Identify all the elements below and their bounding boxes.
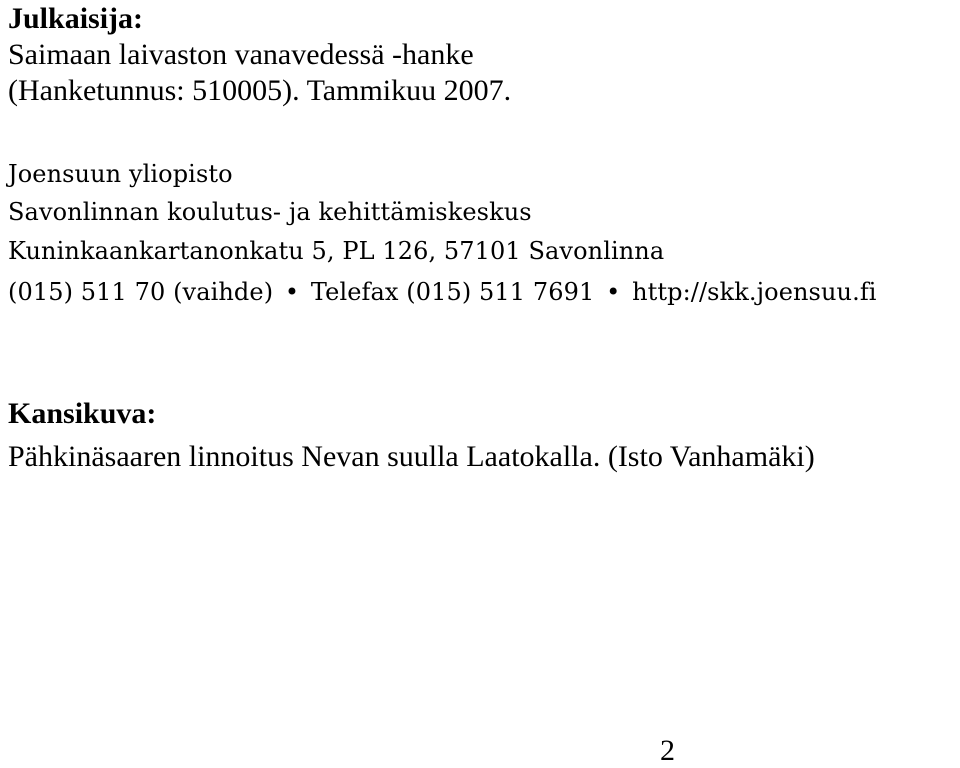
fax-number: Telefax (015) 511 7691 — [310, 278, 595, 306]
bullet-separator: • — [284, 278, 300, 306]
website-link[interactable]: http://skk.joensuu.fi — [632, 278, 877, 306]
document-page — [8, 0, 960, 767]
cover-heading: Kansikuva: — [8, 397, 157, 430]
project-id: (Hanketunnus: 510005). Tammikuu 2007. — [8, 74, 512, 107]
cover-caption: Pähkinäsaaren linnoitus Nevan suulla Laatokalla. (Isto Vanhamäki) — [8, 440, 815, 473]
institution-address: Kuninkaankartanonkatu 5, PL 126, 57101 Savonlinna — [8, 237, 665, 265]
phone-number: (015) 511 70 (vaihde) — [8, 278, 274, 306]
publisher-heading: Julkaisija: — [8, 2, 144, 35]
project-name: Saimaan laivaston vanavedessä -hanke — [8, 38, 474, 71]
institution-name: Joensuun yliopisto — [8, 160, 233, 188]
contact-line — [8, 275, 877, 309]
bullet-separator: • — [606, 278, 621, 306]
institution-unit: Savonlinnan koulutus- ja kehittämiskeskus — [8, 198, 532, 226]
page-number: 2 — [660, 734, 675, 767]
